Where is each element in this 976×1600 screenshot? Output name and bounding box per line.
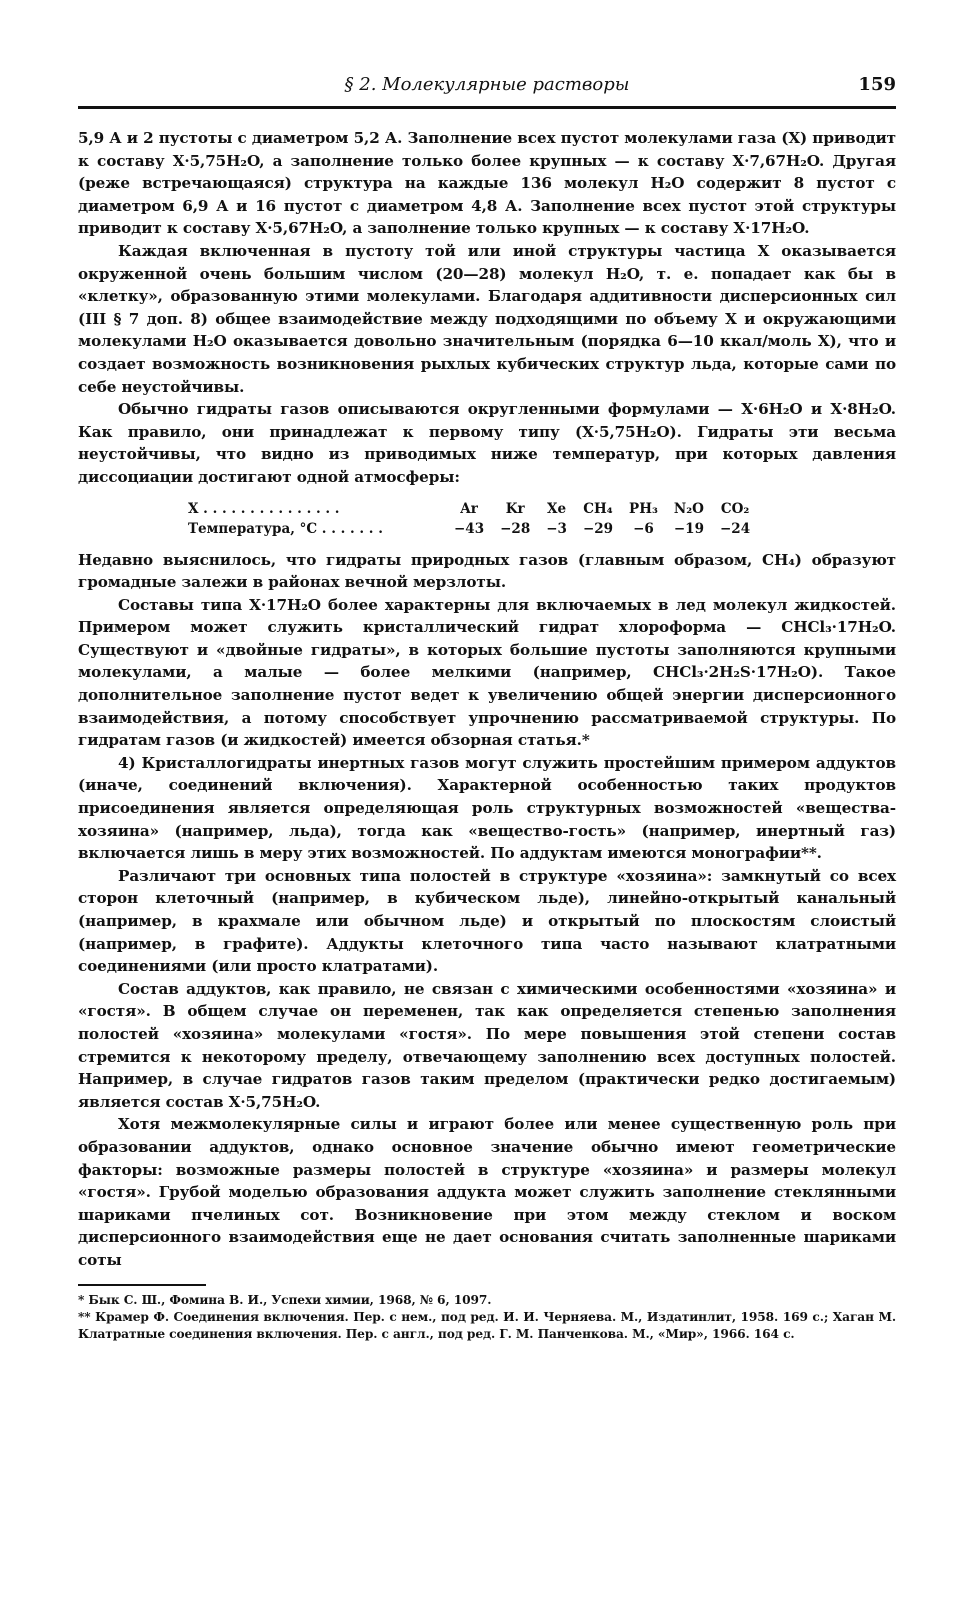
temperature-cell: −6	[633, 520, 654, 537]
gas-row-label: X . . . . . . . . . . . . . . .	[188, 500, 340, 517]
gas-row	[188, 499, 758, 519]
gas-cell: N₂O	[673, 500, 704, 517]
paragraph-3: Обычно гидраты газов описываются округленными формулами — X·6H₂O и X·8H₂O. Как правило, они принадлежат к первому типу (X·5,75H₂O). Гидраты эти весьма неустойчивы, что видно из приводимых ниже температур, при которых давления диссоциации достигают одной атмосферы:	[78, 400, 896, 486]
paragraph-6: 4) Кристаллогидраты инертных газов могут служить простейшим примером аддуктов (иначе, соединений включения). Характерной особенностью таких продуктов присоединения является определяющая роль структурных возможностей «вещества-хозяина» (например, льда), тогда как «вещество-гость» (например, инертный газ) включается лишь в меру этих возможностей. По аддуктам имеются монографии**.	[78, 753, 896, 863]
temperature-cell: −24	[719, 520, 751, 537]
gas-cell: Xe	[547, 500, 567, 517]
gas-hydrate-table	[188, 499, 758, 539]
temperature-cell: −3	[546, 520, 567, 537]
paragraph-9: Хотя межмолекулярные силы и играют более или менее существенную роль при образовании аддуктов, однако основное значение обычно имеют геометрические факторы: возможные размеры полостей в структуре «хозяина» и размеры молекул «гостя». Грубой моделью образования аддукта может служить заполнение стеклянными шариками пчелиных сот. Возникновение при этом между стеклом и воском дисперсионного взаимодействия еще не дает основания считать заполненные шариками соты	[78, 1115, 896, 1269]
gas-cell: CH₄	[583, 500, 613, 517]
gas-cell: Ar	[460, 500, 478, 517]
paragraph-2: Каждая включенная в пустоту той или иной структуры частица X оказывается окруженной очень большим числом (20—28) молекул H₂O, т. е. попадает как бы в «клетку», образованную этими молекулами. Благодаря аддитивности дисперсионных сил (III § 7 доп. 8) общее взаимодействие между подходящими по объему X и окружающими молекулами H₂O оказывается довольно значительным (порядка 6—10 ккал/моль X), что и создает возможность возникновения рыхлых кубических структур льда, которые сами по себе неустойчивы.	[78, 241, 896, 396]
gas-cell: CO₂	[720, 500, 750, 517]
paragraph-8: Состав аддуктов, как правило, не связан с химическими особенностями «хозяина» и «гостя». В общем случае он переменен, так как определяется степенью заполнения полостей «хозяина» молекулами «гостя». По мере повышения этой степени состав стремится к некоторому пределу, отвечающему заполнению всех доступных полостей. Например, в случае гидратов газов таким пределом (практически редко достигаемым) является состав X·5,75H₂O.	[78, 979, 896, 1111]
running-header	[78, 72, 896, 100]
gas-cell: PH₃	[629, 500, 658, 517]
temperature-row-label: Температура, °С . . . . . . .	[188, 520, 383, 537]
temperature-cell: −29	[582, 520, 614, 537]
footnote-2: ** Крамер Ф. Соединения включения. Пер. с нем., под ред. И. И. Черняева. М., Издатинлит, 1958. 169 с.; Хаган М. Клатратные соединения включения. Пер. с англ., под ред. Г. М. Панченкова. М., «Мир», 1966. 164 с.	[78, 1309, 896, 1341]
temperature-row	[188, 519, 758, 539]
temperature-cell: −28	[500, 520, 531, 537]
paragraph-1: 5,9 А и 2 пустоты с диаметром 5,2 А. Заполнение всех пустот молекулами газа (X) приводит к составу X·5,75H₂O, а заполнение только более крупных — к составу X·7,67H₂O. Другая (реже встречающаяся) структура на каждые 136 молекул H₂O содержит 8 пустот с диаметром 6,9 А и 16 пустот с диаметром 4,8 А. Заполнение всех пустот этой структуры приводит к составу X·5,67H₂O, а заполнение только крупных — к составу X·17H₂O.	[78, 129, 896, 238]
paragraph-5: Составы типа X·17H₂O более характерны для включаемых в лед молекул жидкостей. Примером может служить кристаллический гидрат хлороформа — CHCl₃·17H₂O. Существуют и «двойные гидраты», в которых большие пустоты заполняются крупными молекулами, а малые — более мелкими (например, CHCl₃·2H₂S·17H₂O). Такое дополнительное заполнение пустот ведет к увеличению общей энергии дисперсионного взаимодействия, а потому способствует упрочнению рассматриваемой структуры. По гидратам газов (и жидкостей) имеется обзорная статья.*	[78, 595, 896, 750]
footnote-1: * Бык С. Ш., Фомина В. И., Успехи химии, 1968, № 6, 1097.	[78, 1292, 492, 1307]
paragraph-7: Различают три основных типа полостей в структуре «хозяина»: замкнутый со всех сторон клеточный (например, в кубическом льде), линейно-открытый канальный (например, в крахмале или обычном льде) и открытый по плоскостям слоистый (например, в графите). Аддукты клеточного типа часто называют клатратными соединениями (или просто клатратами).	[78, 866, 896, 976]
gas-cell: Kr	[505, 500, 525, 517]
paragraph-4: Недавно выяснилось, что гидраты природных газов (главным образом, CH₄) образуют громадные залежи в районах вечной мерзлоты.	[78, 550, 896, 592]
temperature-cell: −19	[673, 520, 704, 537]
header-rule	[78, 106, 896, 109]
book-page	[78, 72, 896, 1343]
section-title: § 2. Молекулярные растворы	[344, 74, 630, 95]
footnote-rule	[78, 1284, 206, 1286]
temperature-cell: −43	[454, 520, 485, 537]
page-number: 159	[858, 74, 896, 95]
